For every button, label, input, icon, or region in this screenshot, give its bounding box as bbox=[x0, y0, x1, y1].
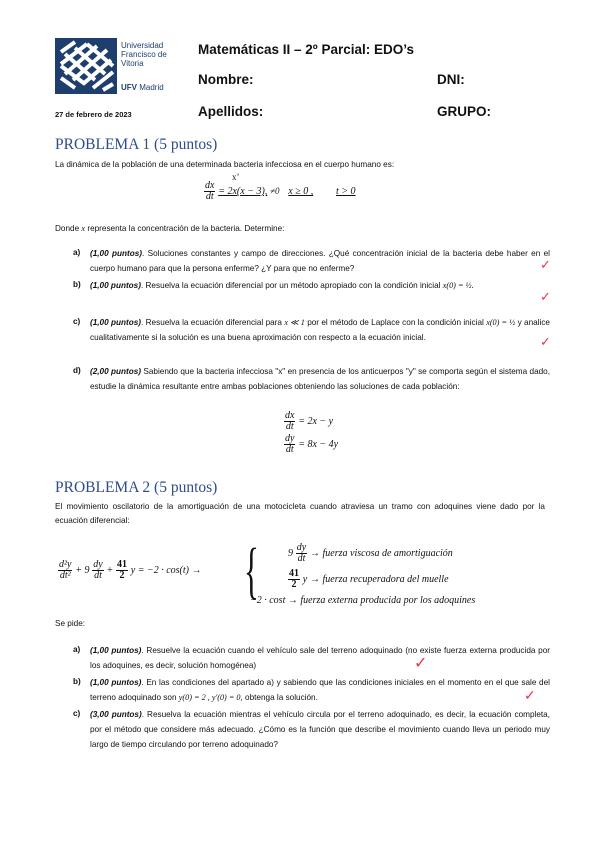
se-pide: Se pide: bbox=[55, 619, 86, 628]
nombre-label: Nombre: bbox=[198, 72, 254, 87]
dxdt-fraction: $\frac{dx}{dt}$ bbox=[205, 180, 215, 202]
system-equations: $\frac{dx}{dt}$ = 2x − y $\frac{dy}{dt}$ = 8x − 4y bbox=[285, 410, 339, 455]
p1-item-b: (1,00 puntos). Resuelva la ecuación diferencial por un método apropiado con la condición inicial x(0) = ½. bbox=[90, 281, 474, 290]
term-1: 9 $\frac{dy}{dt}$ → fuerza viscosa de amortiguación bbox=[288, 542, 453, 564]
university-name: Universidad Francisco de Vitoria bbox=[121, 41, 167, 68]
brace: { bbox=[244, 537, 259, 605]
p1-item-c: (1,00 puntos). Resuelva la ecuación diferencial para x ≪ 1 por el método de Laplace con la condición inicial x(0) = ½ y analice cualitativamente si la solución es una buena aproximación con respecto a la ecuación inicial. bbox=[90, 318, 550, 342]
item-label: d) bbox=[73, 366, 81, 375]
term-2: $\frac{41}{2}$ y → fuerza recuperadora del muelle bbox=[289, 568, 449, 590]
exam-date: 27 de febrero de 2023 bbox=[55, 110, 132, 119]
item-label: b) bbox=[73, 677, 81, 686]
problem-1-title: PROBLEMA 1 (5 puntos) bbox=[55, 136, 218, 153]
check-mark: ✓ bbox=[414, 655, 428, 672]
exam-title: Matemáticas II – 2º Parcial: EDO’s bbox=[198, 42, 415, 57]
p1-item-a: (1,00 puntos). Soluciones constantes y campo de direcciones. ¿Qué concentración inicial de la bacteria debe haber en el cuerpo humano para que la persona enferme? ¿Y para que no enferme? bbox=[90, 249, 550, 273]
item-label: c) bbox=[73, 709, 81, 718]
problem-2-equation: $\frac{\text{d²y}}{\text{dt²}}$ + 9 $\frac{dy}{dt}$ + $\frac{41}{2}$ y = −2 · cos(t) → bbox=[59, 559, 202, 581]
problem-1-intro: La dinámica de la población de una determinada bacteria infecciosa en el cuerpo humano es: bbox=[55, 160, 395, 169]
check-mark: ✓ bbox=[540, 289, 551, 304]
check-mark: ✓ bbox=[524, 687, 536, 703]
ufv-madrid: UFV Madrid bbox=[121, 83, 164, 92]
apellidos-label: Apellidos: bbox=[198, 104, 264, 119]
p2-item-a: (1,00 puntos). Resuelve la ecuación cuando el vehículo sale del terreno adoquinado (no existe fuerza externa producida por los adoquines, es decir, solución homogénea) bbox=[90, 646, 551, 670]
donde-line: Donde x representa la concentración de la bacteria. Determine: bbox=[55, 224, 285, 233]
handwritten-note: ≠0 bbox=[270, 186, 280, 197]
handwritten-xprime: x’ bbox=[232, 172, 240, 182]
item-label: b) bbox=[73, 280, 81, 289]
p2-item-b: (1,00 puntos). En las condiciones del apartado a) y sabiendo que las condiciones iniciales en el momento en el que sale del terreno adoquinado son y(0) = 2 , y′(0) = 0, obtenga la solución. bbox=[90, 678, 550, 702]
university-logo bbox=[55, 38, 117, 94]
problem-2-title: PROBLEMA 2 (5 puntos) bbox=[55, 479, 218, 496]
dni-label: DNI: bbox=[437, 72, 465, 87]
item-label: a) bbox=[73, 645, 81, 654]
term-3: −2 · cost → fuerza externa producida por los adoquines bbox=[250, 595, 476, 606]
p2-item-c: (3,00 puntos). Resuelva la ecuación mientras el vehículo circula por el terreno adoquinado, es decir, la ecuación completa, por el método que considere más adecuado. ¿Cómo es la función que describe el movimiento cuando lleva un periodo muy largo de tiempo circulando por terreno adoquinado? bbox=[90, 710, 550, 749]
grupo-label: GRUPO: bbox=[437, 104, 491, 119]
item-label: c) bbox=[73, 317, 81, 326]
problem-2-intro: El movimiento oscilatorio de la amortiguación de una motocicleta cuando atraviesa un tramo con adoquines viene dado por la ecuación diferencial: bbox=[55, 502, 545, 525]
check-mark: ✓ bbox=[540, 257, 551, 272]
item-label: a) bbox=[73, 248, 81, 257]
check-mark: ✓ bbox=[540, 334, 551, 349]
problem-1-equation: $\frac{dx}{dt}$ = 2x(x − 3), ≠0 x ≥ 0 , t > 0 bbox=[205, 180, 356, 202]
p1-item-d: (2,00 puntos) Sabiendo que la bacteria infecciosa "x" en presencia de los anticuerpos "y" se comporta según el sistema dado, estudie la dinámica resultante entre ambas poblaciones obteniendo las soluciones de cada población: bbox=[90, 367, 550, 391]
